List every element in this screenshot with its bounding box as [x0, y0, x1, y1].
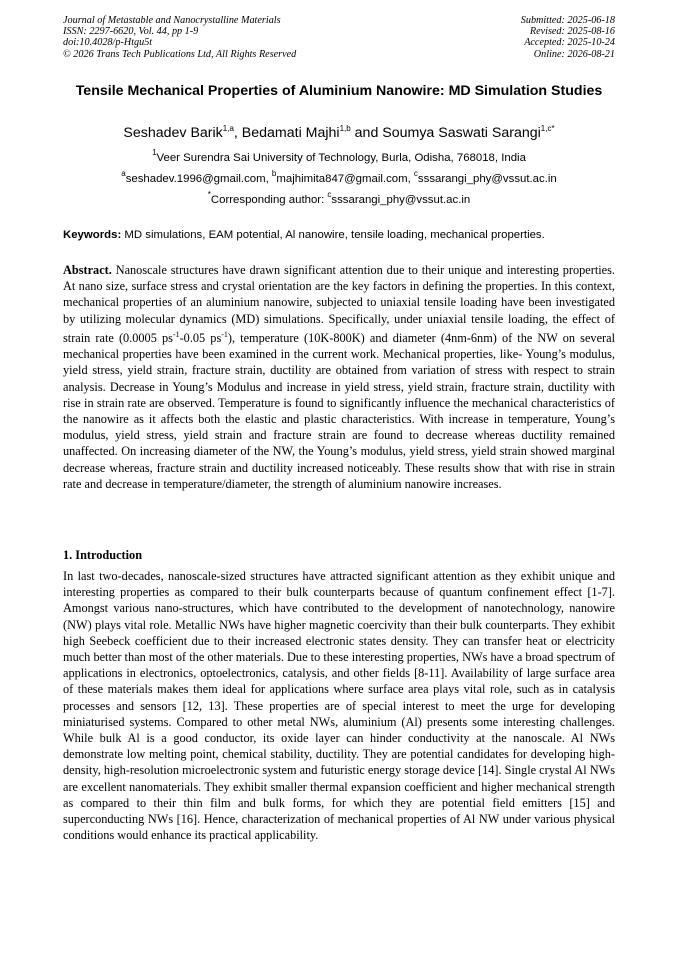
email-link: sssarangi_phy@vssut.ac.in	[417, 173, 557, 185]
author-superscript: 1,c*	[540, 124, 555, 133]
affiliation	[63, 148, 615, 166]
author-name: Bedamati Majhi	[241, 125, 340, 141]
journal-header-left	[63, 15, 393, 60]
introduction-text: In last two-decades, nanoscale-sized structures have attracted significant attention as they exhibit unique and interesting properties as compared to their bulk counterparts because of quantum confinement effect [1-7]. Amongst various nano-structures, which have contributed to the development of nanotechnology, nanowire (NW) plays vital role. Metallic NWs have higher magnetic coercivity than their bulk counterparts. They exhibit high Seebeck coefficient due to their increased electronic states density. They can transfer heat or electricity much better than most of the other materials. Due to these interesting properties, NWs have a broad spectrum of applications in electronics, optoelectronics, catalysis, and other fields [8-11]. Availability of large surface area of these materials makes them ideal for applications where surface area plays vital role, such as in catalysis processes and sensors [12, 13]. These properties are of special interest to meet the urge for developing miniaturised systems. Compared to other metal NWs, aluminium (Al) presents some interesting challenges. While bulk Al is a good conductor, its oxide layer can hinder conductivity at the nanoscale. Al NWs demonstrate low melting point, chemical stability, ductility. They are potential candidates for developing high-density, high-resolution microelectronic system and futuristic energy storage device [14]. Single crystal Al NWs are excellent nanomaterials. They exhibit smaller thermal expansion coefficient and higher mechanical strength as compared to their thin film and bulk forms, for which they are potential field emitters [15] and superconducting NWs [16]. Hence, characterization of mechanical properties of Al NW under various physical conditions would enhance its practical applicability.	[63, 569, 615, 843]
author-separator: and	[350, 125, 383, 141]
author-name: Seshadev Barik	[123, 125, 223, 141]
section-heading: 1. Introduction	[63, 548, 143, 562]
author-name: Soumya Saswati Sarangi	[382, 125, 541, 141]
email-link: majhimita847@gmail.com,	[276, 173, 414, 185]
paper-title: Tensile Mechanical Properties of Aluminium Nanowire: MD Simulation Studies	[75, 83, 603, 99]
author-emails	[63, 169, 615, 187]
email-superscript: c	[413, 169, 418, 178]
submitted-date: Submitted: 2025-06-18	[520, 15, 615, 26]
doi: doi:10.4028/p-Htgu5t	[63, 37, 153, 49]
email-superscript: c	[327, 190, 332, 199]
journal-header-right	[415, 15, 615, 60]
online-date: Online: 2026-08-21	[533, 48, 615, 60]
unit-superscript: -1	[221, 329, 228, 339]
abstract-text: Nanoscale structures have drawn significant attention due to their unique and interesting properties. At nano size, surface stress and crystal orientation are the key factors in defining the properties. In this context, mechanical properties of an aluminium nanowire, subjected to uniaxial tensile loading have been investigated by utilizing molecular dynamics (MD) simulations. Specifically, under uniaxial tensile loading, the effect of strain rate (0.0005 ps	[63, 263, 615, 345]
author-superscript: 1,a	[222, 124, 234, 133]
issn-volume: ISSN: 2297-6620, Vol. 44, pp 1-9	[63, 26, 199, 38]
affiliation-text: Veer Surendra Sai University of Technology, Burla, Odisha, 768018, India	[156, 152, 526, 164]
corresponding-star: *	[207, 190, 211, 199]
affiliation-superscript: 1	[152, 148, 157, 157]
keywords-text: MD simulations, EAM potential, Al nanowire, tensile loading, mechanical properties.	[121, 229, 545, 241]
author-separator: ,	[233, 125, 242, 141]
keywords	[63, 228, 615, 242]
keywords-label: Keywords:	[63, 229, 122, 241]
abstract-text: -0.05 ps	[179, 330, 222, 345]
email-superscript: a	[121, 169, 126, 178]
email-superscript: b	[271, 169, 277, 178]
author-list	[63, 124, 615, 144]
corresponding-email: sssarangi_phy@vssut.ac.in	[331, 194, 471, 206]
corresponding-author	[63, 190, 615, 208]
copyright: © 2026 Trans Tech Publications Ltd, All Rights Reserved	[63, 48, 297, 60]
unit-superscript: -1	[172, 329, 180, 339]
revised-date: Revised: 2025-08-16	[529, 26, 615, 38]
accepted-date: Accepted: 2025-10-24	[524, 37, 615, 49]
corresponding-label: Corresponding author:	[210, 194, 328, 206]
journal-name: Journal of Metastable and Nanocrystalline Materials	[63, 15, 281, 26]
abstract-label: Abstract.	[63, 263, 112, 277]
abstract-text: ), temperature (10K-800K) and diameter (4nm-6nm) of the NW on several mechanical properties have been examined in the current work. Mechanical properties, like- Young’s modulus, yield stress, yield strain, fracture strain, ductility are obtained from variation of stress with respect to strain analysis. Decrease in Young’s Modulus and increase in yield stress, yield strain, fracture strain, ductility with rise in strain rate are observed. Temperature is found to significantly influence the mechanical characteristics of the nanowire as it affects both the elastic and plastic characteristics. With increase in temperature, Young’s modulus, yield stress, yield strain and fracture strain are found to decrease whereas ductility remained unaffected. On increasing diameter of the NW, the Young’s modulus, yield stress, yield strain showed marginal decrease whereas, fracture strain and ductility increased noticeably. These results show that with rise in strain rate and decrease in temperature/diameter, the strength of aluminium nanowire increases.	[63, 330, 616, 491]
abstract	[63, 262, 615, 492]
author-superscript: 1,b	[339, 124, 351, 133]
email-link: seshadev.1996@gmail.com,	[125, 173, 272, 185]
